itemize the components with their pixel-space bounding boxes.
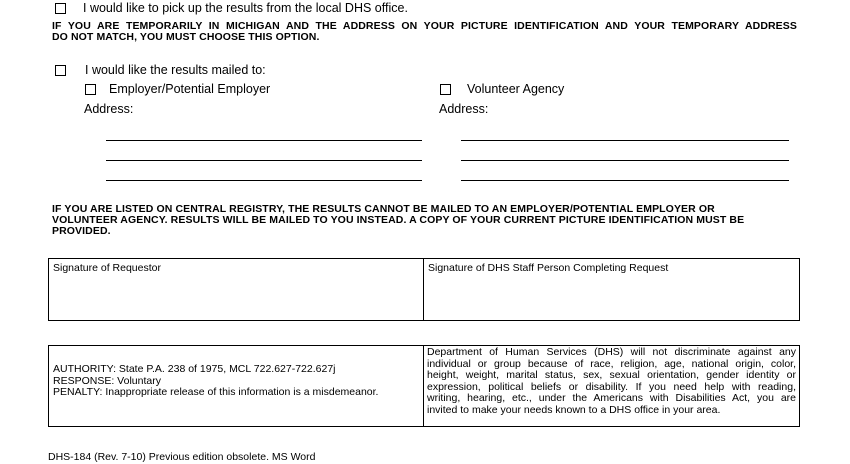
requestor-signature-field[interactable]	[49, 259, 423, 320]
nondiscrimination-line: writing, hearing, etc., under the Americans with Disabilities Act, you are	[427, 392, 796, 404]
response-line: RESPONSE: Voluntary	[53, 374, 161, 387]
nondiscrimination-line: individual or group because of race, religion, age, national origin, color,	[427, 357, 796, 370]
pickup-checkbox[interactable]	[55, 3, 66, 14]
nondiscrimination-line: invited to make your needs known to a DHS office in your area.	[427, 403, 721, 416]
requestor-signature-label: Signature of Requestor	[53, 262, 161, 274]
nondiscrimination-line: height, weight, marital status, sex, sexual orientation, gender identity or	[427, 369, 796, 381]
address-label-left: Address:	[84, 102, 134, 116]
authority-text	[53, 364, 378, 399]
registry-note-line2: VOLUNTEER AGENCY. RESULTS WILL BE MAILED TO YOU INSTEAD. A COPY OF YOUR CURRENT PICTURE IDENTIFICATION MUST BE	[52, 214, 745, 226]
registry-note-line1: IF YOU ARE LISTED ON CENTRAL REGISTRY, THE RESULTS CANNOT BE MAILED TO AN EMPLOYER/POTENTIAL EMPLOYER OR	[52, 203, 715, 215]
penalty-line: PENALTY: Inappropriate release of this information is a misdemeanor.	[53, 386, 379, 398]
address-left-line-1[interactable]	[106, 140, 422, 141]
authority-box	[48, 345, 800, 427]
address-right-line-2[interactable]	[461, 160, 789, 161]
staff-signature-field[interactable]	[424, 259, 799, 320]
pickup-label: I would like to pick up the results from the local DHS office.	[83, 1, 408, 15]
volunteer-checkbox[interactable]	[440, 84, 451, 95]
authority-line: AUTHORITY: State P.A. 238 of 1975, MCL 722.627-722.627j	[53, 363, 336, 375]
volunteer-label: Volunteer Agency	[467, 82, 565, 96]
staff-signature-label: Signature of DHS Staff Person Completing Request	[428, 262, 669, 274]
nondiscrimination-text	[427, 347, 796, 416]
signature-box	[48, 258, 800, 321]
address-left-line-2[interactable]	[106, 160, 422, 161]
address-label-right: Address:	[439, 102, 489, 116]
address-left-line-3[interactable]	[106, 180, 422, 181]
employer-checkbox[interactable]	[85, 84, 96, 95]
mailed-checkbox[interactable]	[55, 65, 66, 76]
nondiscrimination-line: Department of Human Services (DHS) will not discriminate against any	[427, 346, 796, 358]
employer-label: Employer/Potential Employer	[109, 82, 271, 96]
pickup-note-line1: IF YOU ARE TEMPORARILY IN MICHIGAN AND THE ADDRESS ON YOUR PICTURE IDENTIFICATION AND YOUR TEMPORARY ADDRESS	[52, 20, 797, 32]
address-right-line-3[interactable]	[461, 180, 789, 181]
address-right-line-1[interactable]	[461, 140, 789, 141]
authority-divider	[423, 346, 424, 426]
pickup-note-line2: DO NOT MATCH, YOU MUST CHOOSE THIS OPTION.	[52, 31, 320, 43]
registry-note-line3: PROVIDED.	[52, 225, 111, 237]
mailed-label: I would like the results mailed to:	[85, 63, 266, 77]
form-footer: DHS-184 (Rev. 7-10) Previous edition obsolete. MS Word	[48, 451, 316, 463]
nondiscrimination-line: expression, political beliefs or disability. If you need help with reading,	[427, 380, 796, 393]
